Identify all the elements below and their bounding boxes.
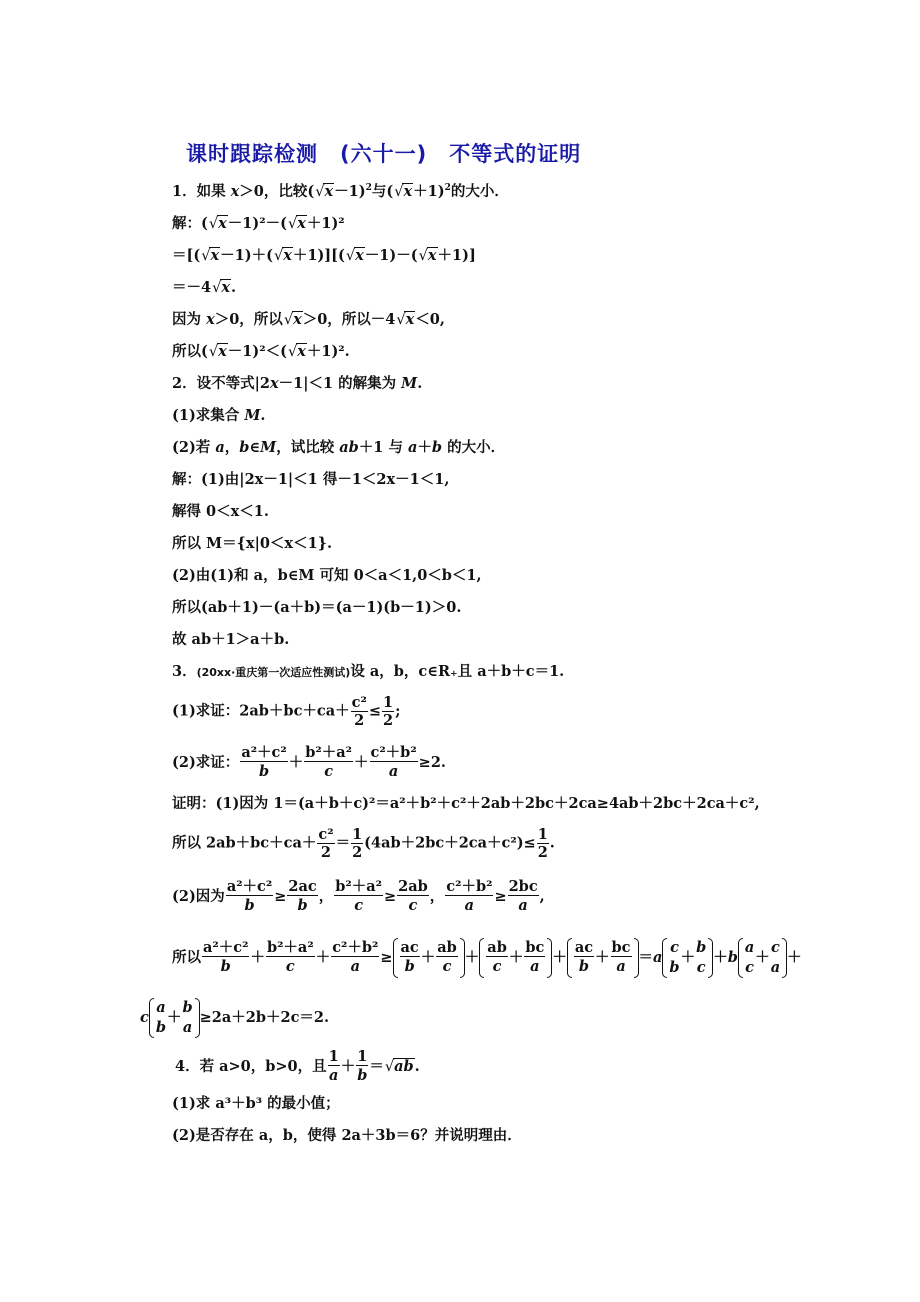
q3-part-1: (1)求证：2ab＋bc＋ca＋ $\frac{\text{c²}}{2}$ ≤ $\frac{1}{2}$ ; — [172, 694, 401, 729]
q3-source: (20xx·重庆第一次适应性测试) — [196, 666, 351, 679]
q2-solution-line-4: (2)由(1)和 a，b∈M 可知 0＜a＜1,0＜b＜1, — [172, 567, 482, 584]
q2-stem: 2．设不等式|2x－1|＜1 的解集为 M. — [172, 375, 423, 392]
q2-solution-line-6: 故 ab＋1＞a＋b. — [172, 631, 290, 648]
q1-stem: 1．如果 x＞0，比较(√ x－1)$^2$与(√ x＋1)$^2$的大小． — [172, 182, 509, 202]
q3-proof-line-1: 证明：(1)因为 1＝(a＋b＋c)²＝a²＋b²＋c²＋2ab＋2bc＋2ca≥4ab＋2bc＋2ca＋c², — [172, 795, 760, 812]
q3-proof-line-3: (2)因为 $\frac{\text{a²＋c²}}{b}$ ≥ $\frac{2ac}{b}$ ， $\frac{\text{b²＋a²}}{c}$ ≥ $\frac{2ab}{c}$ ， $\frac{\text{c²＋b²}}{a}$ ≥ $\frac{2bc}{a}$ , — [172, 878, 545, 914]
q3-proof-line-2: 所以 2ab＋bc＋ca＋ $\frac{\text{c²}}{2}$ ＝ $\frac{1}{2}$ (4ab＋2bc＋2ca＋c²)≤ $\frac{1}{2}$ . — [172, 826, 555, 861]
q2-solution-line-2: 解得 0＜x＜1. — [172, 503, 269, 520]
q2-solution-line-1: 解：(1)由|2x－1|＜1 得－1＜2x－1＜1, — [172, 471, 450, 488]
q1-solution-line-1: 解：(√ x－1)²－(√ x＋1)² — [172, 214, 345, 234]
q3-proof-line-5: c a b ＋ b a ≥2a＋2b＋2c＝2. — [140, 999, 330, 1036]
q1-solution-line-2: ＝[(√ x－1)＋(√ x＋1)][(√ x－1)－(√ x＋1)] — [172, 246, 476, 266]
page-title: 课时跟踪检测 (六十一) 不等式的证明 — [186, 142, 582, 166]
q3-stem: 3．(20xx·重庆第一次适应性测试)设 a，b，c∈R₊且 a＋b＋c＝1. — [172, 663, 565, 680]
q2-part-1: (1)求集合 M. — [172, 407, 266, 424]
q1-solution-line-3: ＝－4√ x. — [172, 278, 236, 298]
q2-solution-line-3: 所以 M＝{x|0＜x＜1}. — [172, 535, 333, 552]
q2-solution-line-5: 所以(ab＋1)－(a＋b)＝(a－1)(b－1)＞0. — [172, 599, 462, 616]
q4-stem: 4．若 a>0，b>0，且 $\frac{1}{a}$ ＋ $\frac{1}{b}$ ＝√ ab. — [175, 1048, 420, 1086]
q2-part-2: (2)若 a，b∈M，试比较 ab＋1 与 a＋b 的大小． — [172, 439, 506, 456]
q1-solution-line-5: 所以(√ x－1)²＜(√ x＋1)². — [172, 342, 350, 362]
q3-proof-line-4: 所以 $\frac{\text{a²＋c²}}{b}$ ＋ $\frac{\text{b²＋a²}}{c}$ ＋ $\frac{\text{c²＋b²}}{a}$ ≥ ac b ＋ ab c ＋ ab c ＋ bc a ＋ ac b ＋ bc a ＝a c b ＋ b c ＋b a c ＋ c a ＋ — [172, 939, 802, 976]
q4-part-2: (2)是否存在 a，b，使得 2a＋3b＝6？并说明理由． — [172, 1127, 522, 1144]
q1-solution-line-4: 因为 x＞0，所以√ x＞0，所以－4√ x＜0, — [172, 310, 445, 330]
q4-part-1: (1)求 a³＋b³ 的最小值； — [172, 1095, 340, 1112]
q3-part-2: (2)求证： $\frac{\text{a²＋c²}}{b}$ ＋ $\frac{\text{b²＋a²}}{c}$ ＋ $\frac{\text{c²＋b²}}{a}$ ≥2. — [172, 744, 446, 780]
